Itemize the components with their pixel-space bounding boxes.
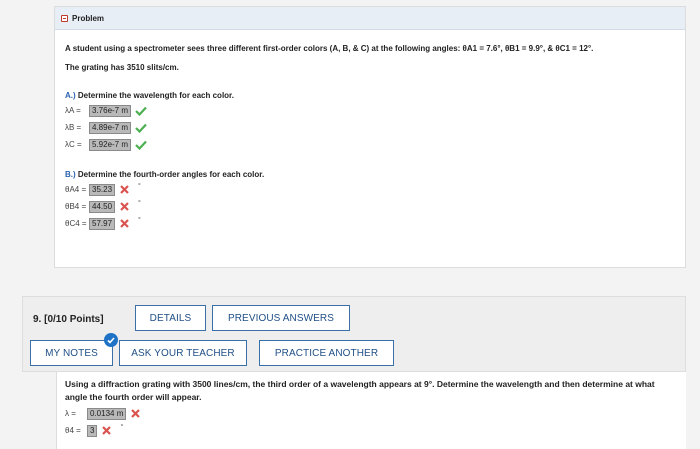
problem-question-line2: The grating has 3510 slits/cm.	[65, 63, 179, 72]
degree-unit: °	[138, 216, 141, 224]
part-b	[65, 169, 675, 232]
answer-symbol: λB =	[65, 122, 82, 132]
answer-field[interactable]: 35.23	[89, 184, 115, 196]
part-a-title: Determine the wavelength for each color.	[77, 91, 234, 100]
answer-row-theta-b4	[65, 198, 675, 215]
answer-row-lambda	[65, 405, 686, 422]
question-9-label: 9. [0/10 Points]	[33, 314, 104, 325]
answer-field[interactable]: 3	[87, 425, 97, 437]
answer-field[interactable]: 5.92e-7 m	[89, 139, 131, 151]
answer-symbol: θC4 =	[65, 218, 87, 228]
answer-symbol: λ =	[65, 409, 76, 418]
answer-field[interactable]: 4.89e-7 m	[89, 122, 131, 134]
answer-field[interactable]: 3.76e-7 m	[89, 105, 131, 117]
incorrect-x-icon	[130, 408, 141, 419]
ask-your-teacher-button[interactable]: ASK YOUR TEACHER	[119, 340, 247, 366]
answer-field[interactable]: 0.0134 m	[87, 408, 126, 420]
practice-another-button[interactable]: PRACTICE ANOTHER	[259, 340, 394, 366]
answer-symbol: θB4 =	[65, 201, 87, 211]
answer-symbol: θ4 =	[65, 426, 81, 435]
part-a	[65, 90, 675, 153]
question-9-text: Using a diffraction grating with 3500 lines/cm, the third order of a wavelength appears at 9°. Determine the wavelength and then determine at what angle the fourth order will appear.	[65, 379, 655, 402]
answer-row-theta-c4	[65, 215, 675, 232]
part-b-title: Determine the fourth-order angles for each color.	[77, 170, 265, 179]
details-button[interactable]: DETAILS	[135, 305, 206, 331]
incorrect-x-icon	[119, 218, 130, 229]
part-b-label: B.)	[65, 170, 76, 179]
answer-field[interactable]: 44.50	[89, 201, 115, 213]
check-icon	[135, 106, 147, 116]
answer-field[interactable]: 57.97	[89, 218, 115, 230]
my-notes-button[interactable]	[30, 340, 113, 366]
problem-question: A student using a spectrometer sees three different first-order colors (A, B, & C) at the following angles: θA1 = 7.6°, θB1 = 9.9°, & θC1 = 12°.	[65, 44, 594, 53]
degree-unit: °	[138, 199, 141, 207]
previous-answers-button[interactable]: PREVIOUS ANSWERS	[212, 305, 350, 331]
answer-row-theta4	[65, 422, 686, 439]
answer-row-lambda-c	[65, 136, 675, 153]
degree-unit: °	[120, 424, 124, 431]
incorrect-x-icon	[101, 425, 112, 436]
answer-row-theta-a4	[65, 181, 675, 198]
question-9-body	[56, 372, 686, 449]
answer-row-lambda-a	[65, 102, 675, 119]
check-icon	[135, 140, 147, 150]
question-9-toolbar	[22, 296, 686, 372]
incorrect-x-icon	[119, 201, 130, 212]
problem-header[interactable]	[55, 7, 685, 30]
answer-symbol: λA =	[65, 105, 81, 115]
answer-symbol: λC =	[65, 139, 82, 149]
answer-symbol: θA4 =	[65, 184, 87, 194]
check-icon	[135, 123, 147, 133]
answer-row-lambda-b	[65, 119, 675, 136]
degree-unit: °	[138, 182, 141, 190]
problem-panel	[54, 6, 686, 268]
collapse-icon[interactable]	[61, 15, 68, 22]
question-9	[22, 296, 686, 449]
check-badge-icon	[104, 333, 118, 347]
problem-header-label: Problem	[72, 13, 105, 23]
my-notes-label: MY NOTES	[45, 347, 98, 359]
part-a-label: A.)	[65, 91, 76, 100]
incorrect-x-icon	[119, 184, 130, 195]
